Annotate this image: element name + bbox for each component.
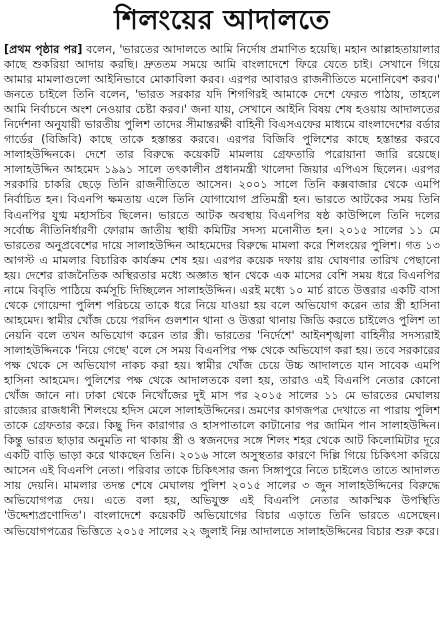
continuation-marker: [প্রথম পৃষ্ঠার পর] <box>4 43 83 56</box>
article-headline: শিলংয়ের আদালতে <box>114 5 330 36</box>
article-body <box>4 42 440 539</box>
article-body-text: বলেন, 'ভারতের আদালতে আমি নির্দোষ প্রমাণিত হয়েছি। মহান আল্লাহতায়ালার কাছে শুকরিয়া আদায় করছি। দ্রুততম সময়ে আমি বাংলাদেশে ফিরে যেতে চাই। সেখানে গিয়ে আমার মামলাগুলো আইনিভাবে মোকাবিলা করব। এরপর আবারও রাজনীতিতে মনোনিবেশ করব।' জনতে চাইলে তিনি বলেন, 'ভারত সরকার যদি শিগগিরই আমাকে দেশে ফেরত পাঠায়, তাহলে আমি নির্বাচনে অংশ নেওয়ার চেষ্টা করব।' জনা যায়, সেখানে আইনি বিষয় শেষ হওয়ায় আদালতের নির্দেশনা অনুযায়ী ভারতীয় পুলিশ তাদের সীমান্তরক্ষী বাহিনী বিএসএফের মাধ্যমে বাংলাদেশের বর্ডার গার্ডের (বিজিবি) কাছে তাকে হস্তান্তর করবে। এরপর বিজিবি পুলিশের কাছে হস্তান্তর করবে সালাহউদ্দিনকে। দেশে তার বিরুদ্ধে কয়েকটি মামলায় গ্রেফতারি পরোয়ানা জারি রয়েছে। সালাহউদ্দিন আহমেদ ১৯৯১ সালে তৎকালীন প্রধানমন্ত্রী খালেদা জিয়ার এপিএস ছিলেন। এরপর সরকারি চাকরি ছেড়ে তিনি রাজনীতিতে আসেন। ২০০১ সালে তিনি কক্সবাজার থেকে এমপি নির্বাচিত হন। বিএনপি ক্ষমতায় এলে তিনি যোগাযোগ প্রতিমন্ত্রী হন। ভারতে আটকের সময় তিনি বিএনপির যুগ্ম মহাসচিব ছিলেন। ভারতে আটক অবস্থায় বিএনপির ষষ্ঠ কাউন্সিলে তিনি দলের সর্বোচ্চ নীতিনির্ধারণী ফোরাম জাতীয় স্থায়ী কমিটির সদস্য মনোনীত হন। ২০১৫ সালের ১১ মে ভারতের অনুপ্রবেশের দায়ে সালাহউদ্দিন আহমেদের বিরুদ্ধে মামলা করে শিলংয়ের পুলিশ। গত ১৩ আগস্ট এ মামলার বিচারিক কার্যক্রম শেষ হয়। এরপর কয়েক দফায় রায় ঘোষণার তারিখ পেছানো হয়। দেশের রাজনৈতিক অস্থিরতার মধ্যে অজ্ঞাত স্থান থেকে এক মাসের বেশি সময় ধরে বিএনপির নামে বিবৃতি পাঠিয়ে কর্মসূচি দিচ্ছিলেন সালাহউদ্দিন। এরই মধ্যে ১০ মার্চ রাতে উত্তরার একটি বাসা থেকে গোয়েন্দা পুলিশ পরিচয়ে তাকে ধরে নিয়ে যাওয়া হয় বলে অভিযোগ করেন তার স্ত্রী হাসিনা আহমেদ। স্বামীর খোঁজ চেয়ে পরদিন গুলশান থানা ও উত্তরা থানায় জিডি করতে চাইলেও পুলিশ তা নেয়নি বলে তখন অভিযোগ করেন তার স্ত্রী। ভারতের 'নির্দেশে' আইনশৃঙ্খলা বাহিনীর সদস্যরাই সালাহউদ্দিনকে 'নিয়ে গেছে' বলে সে সময় বিএনপির পক্ষ থেকে অভিযোগ করা হয়। তবে সরকারের পক্ষ থেকে সে অভিযোগ নাকচ করা হয়। স্বামীর খোঁজ চেয়ে উচ্চ আদালতে যান সাবেক এমপি হাসিনা আহমেদ। পুলিশের পক্ষ থেকে আদালতকে বলা হয়, তারাও এই বিএনপি নেতার কোনো খোঁজ জানে না। ঢাকা থেকে নিখোঁজের দুই মাস পর ২০১৫ সালের ১১ মে ভারতের মেঘালয় রাজ্যের রাজধানী শিলংয়ে হদিস মেলে সালাহউদ্দিনের। ভ্রমণের কাগজপত্র দেখাতে না পারায় পুলিশ তাকে গ্রেফতার করে। কিছু দিন কারাগার ও হাসপাতালে কাটানোর পর জামিন পান সালাহউদ্দিন। কিন্তু ভারত ছাড়ার অনুমতি না থাকায় স্ত্রী ও স্বজনদের সঙ্গে শিলং শহর থেকে আট কিলোমিটার দূরে একটি বাড়ি ভাড়া করে থাকছেন তিনি। ২০১৬ সালে অসুস্থতার কারণে দিল্লি গিয়ে চিকিৎসা করিয়ে আসেন এই বিএনপি নেতা। পরিবার তাকে চিকিৎসার জন্য সিঙ্গাপুরে নিতে চাইলেও তাতে আদালত সায় দেয়নি। মামলার তদন্ত শেষে মেঘালয় পুলিশ ২০১৫ সালের ৩ জুন সালাহউদ্দিনের বিরুদ্ধে অভিযোগপত্র দেয়। এতে বলা হয়, অভিযুক্ত এই বিএনপি নেতার আকস্মিক উপস্থিতি 'উদ্দেশ্যপ্রণোদিত'। বাংলাদেশে কয়েকটি অভিযোগের বিচার এড়াতে তিনি ভারতে এসেছেন। অভিযোগপত্রের ভিত্তিতে ২০১৫ সালের ২২ জুলাই নিম্ন আদালতে সালাহউদ্দিনের বিচার শুরু করে। <box>4 43 440 538</box>
